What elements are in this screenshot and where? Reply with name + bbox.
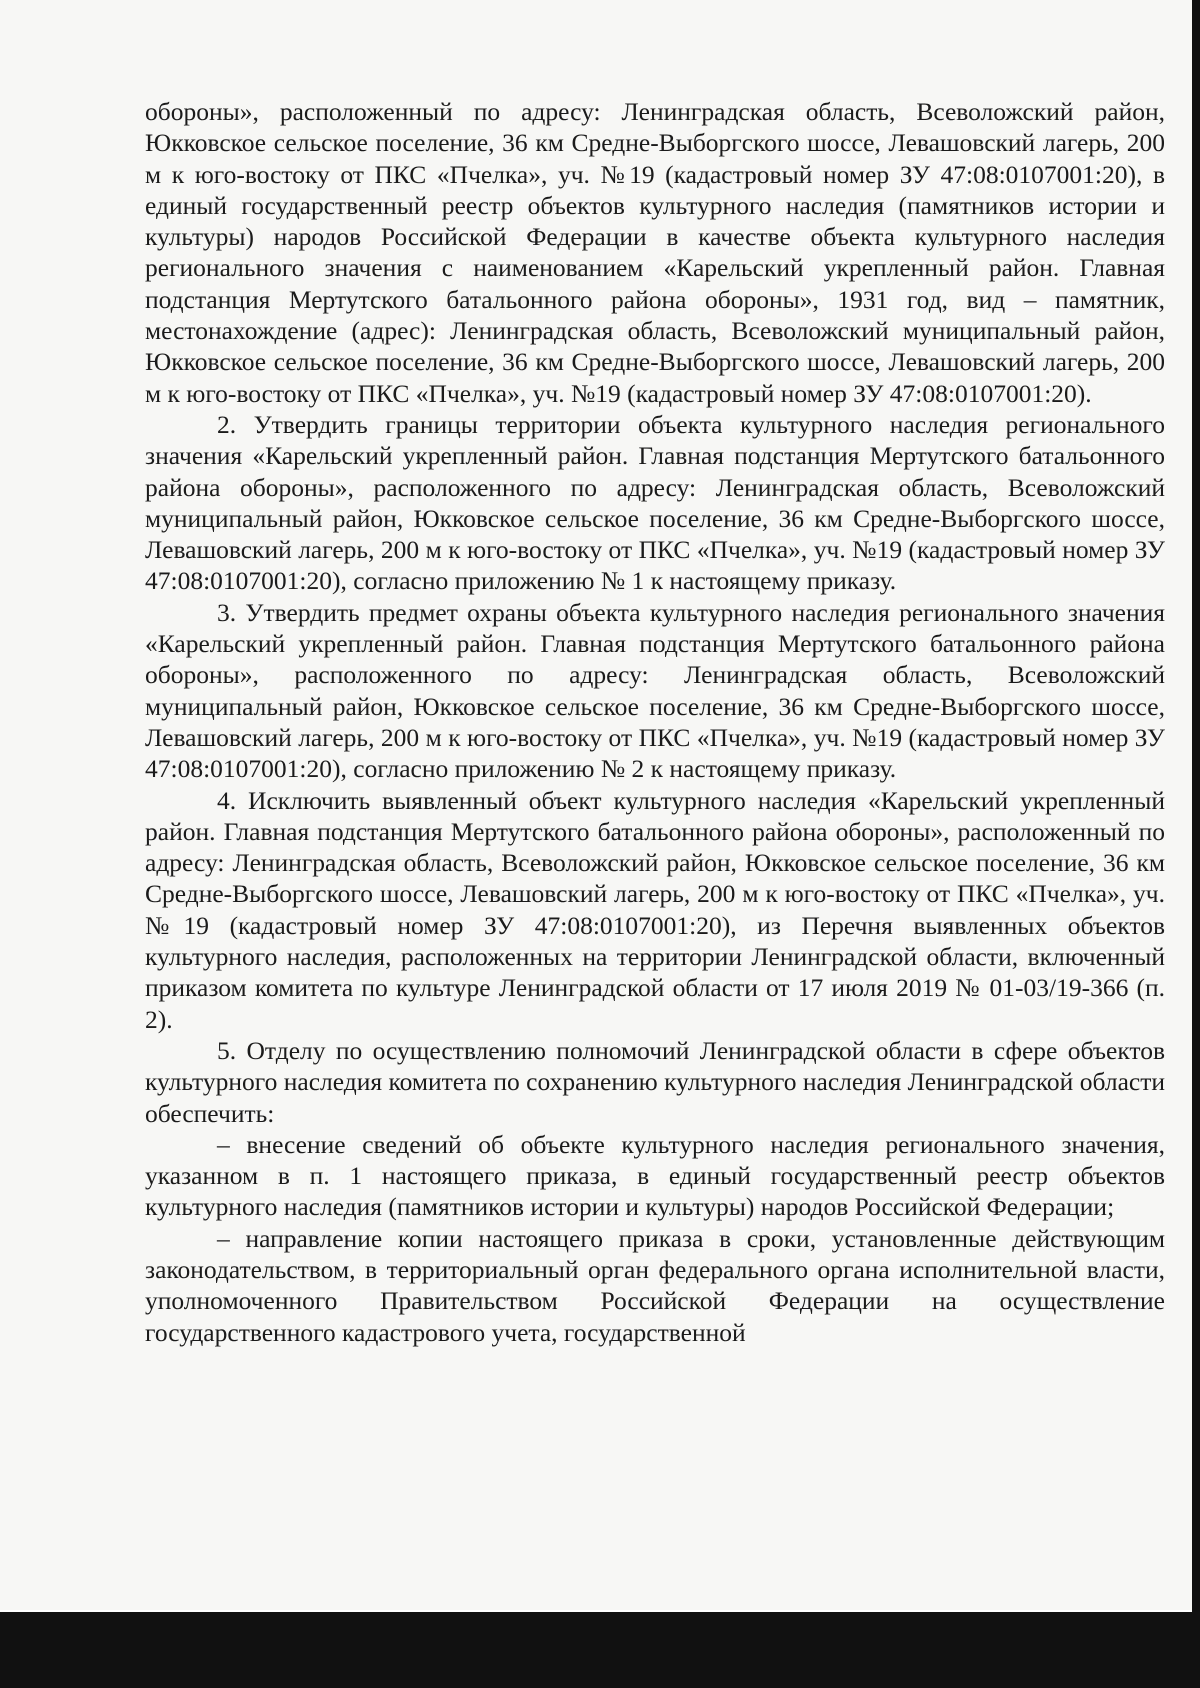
paragraph-item-2: 2. Утвердить границы территории объекта культурного наследия регионального значения «Карельский укрепленный район. Главная подстанция Мертутского батальонного района обороны», расположенного по адресу: Ленинградская область, Всеволожский муниципальный район, Юкковское сельское поселение, 36 км Средне-Выборгского шоссе, Левашовский лагерь, 200 м к юго-востоку от ПКС «Пчелка», уч. №19 (кадастровый номер ЗУ 47:08:0107001:20), согласно приложению № 1 к настоящему приказу. xyxy=(145,409,1165,596)
paragraph-dash-copy: – направление копии настоящего приказа в сроки, установленные действующим законодательством, в территориальный орган федерального органа исполнительной власти, уполномоченного Правительством Российской Федерации на осуществление государственного кадастрового учета, государственной xyxy=(145,1223,1165,1347)
paragraph-dash-registry: – внесение сведений об объекте культурного наследия регионального значения, указанном в п. 1 настоящего приказа, в единый государственный реестр объектов культурного наследия (памятников истории и культуры) народов Российской Федерации; xyxy=(145,1129,1165,1222)
paragraph-continuation: обороны», расположенный по адресу: Ленинградская область, Всеволожский район, Юкковское сельское поселение, 36 км Средне-Выборгского шоссе, Левашовский лагерь, 200 м к юго-востоку от ПКС «Пчелка», уч. №19 (кадастровый номер ЗУ 47:08:0107001:20), в единый государственный реестр объектов культурного наследия (памятников истории и культуры) народов Российской Федерации в качестве объекта культурного наследия регионального значения с наименованием «Карельский укрепленный район. Главная подстанция Мертутского батальонного района обороны», 1931 год, вид – памятник, местонахождение (адрес): Ленинградская область, Всеволожский муниципальный район, Юкковское сельское поселение, 36 км Средне-Выборгского шоссе, Левашовский лагерь, 200 м к юго-востоку от ПКС «Пчелка», уч. №19 (кадастровый номер ЗУ 47:08:0107001:20). xyxy=(145,97,1165,408)
paragraph-item-3: 3. Утвердить предмет охраны объекта культурного наследия регионального значения «Карельский укрепленный район. Главная подстанция Мертутского батальонного района обороны», расположенного по адресу: Ленинградская область, Всеволожский муниципальный район, Юкковское сельское поселение, 36 км Средне-Выборгского шоссе, Левашовский лагерь, 200 м к юго-востоку от ПКС «Пчелка», уч. №19 (кадастровый номер ЗУ 47:08:0107001:20), согласно приложению № 2 к настоящему приказу. xyxy=(145,597,1165,784)
paragraph-item-4: 4. Исключить выявленный объект культурного наследия «Карельский укрепленный район. Главная подстанция Мертутского батальонного района обороны», расположенный по адресу: Ленинградская область, Всеволожский район, Юкковское сельское поселение, 36 км Средне-Выборгского шоссе, Левашовский лагерь, 200 м к юго-востоку от ПКС «Пчелка», уч. №19 (кадастровый номер ЗУ 47:08:0107001:20), из Перечня выявленных объектов культурного наследия, расположенных на территории Ленинградской области, включенный приказом комитета по культуре Ленинградской области от 17 июля 2019 № 01-03/19-366 (п. 2). xyxy=(145,785,1165,1034)
paragraph-item-5: 5. Отделу по осуществлению полномочий Ленинградской области в сфере объектов культурного наследия комитета по сохранению культурного наследия Ленинградской области обеспечить: xyxy=(145,1035,1165,1128)
scan-right-edge xyxy=(1192,0,1200,1612)
document-body xyxy=(145,96,1165,1348)
scan-bottom-edge xyxy=(0,1612,1200,1688)
